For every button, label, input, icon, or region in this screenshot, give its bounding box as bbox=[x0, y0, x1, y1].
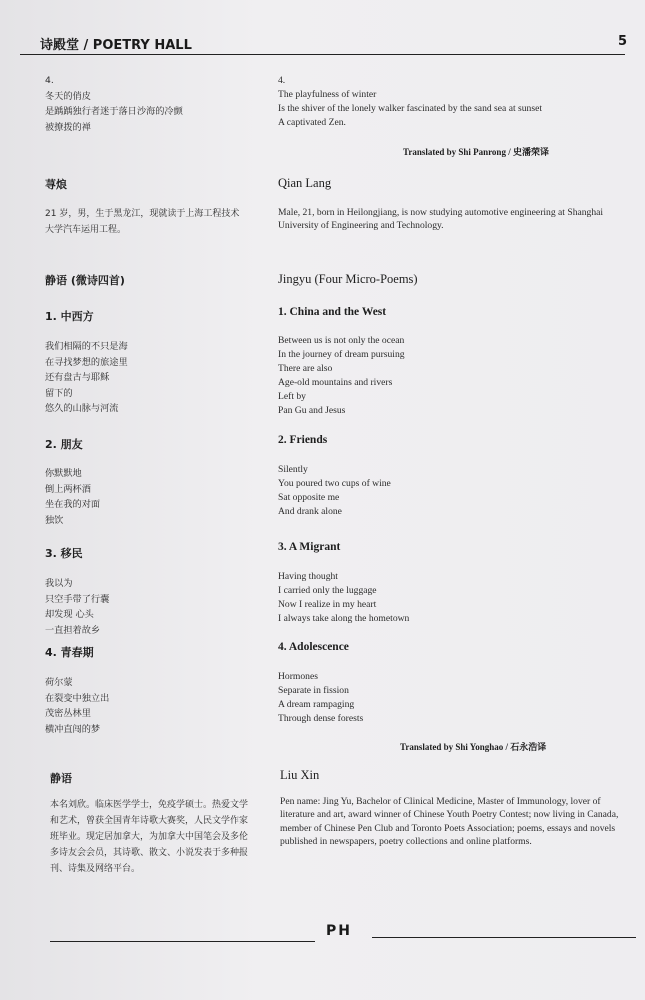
poem-en-line: Pan Gu and Jesus bbox=[278, 405, 346, 416]
poem-zh-line: 独饮 bbox=[45, 514, 64, 526]
poem4-en-line: The playfulness of winter bbox=[278, 89, 377, 100]
page-number: 5 bbox=[618, 34, 628, 49]
poem-zh-line: 我以为 bbox=[45, 578, 73, 589]
poem1-en-lines bbox=[278, 334, 405, 418]
author2-bio-zh: 本名刘欣。临床医学学士，免疫学硕士。热爱文学和艺术，曾获全国青年诗歌大赛奖，人民文学作家班毕业。现定居加拿大，为加拿大中国笔会及多伦多诗友会会员，其诗歌、散文、小说发表于多种报刊、诗集及网络平台。 bbox=[50, 800, 249, 874]
page-header-title: 诗殿堂 / POETRY HALL bbox=[40, 38, 192, 53]
footer-rule-left bbox=[50, 941, 315, 942]
poem4-series-en-lines bbox=[278, 670, 363, 726]
poem1-zh-lines bbox=[45, 339, 128, 417]
poem-en-line: Between us is not only the ocean bbox=[278, 335, 405, 346]
poem2-title-zh: 2. 朋友 bbox=[45, 438, 83, 451]
author1-bio-zh: 21 岁，男，生于黑龙江，现就读于上海工程技术大学汽车运用工程。 bbox=[45, 209, 240, 235]
poem-en-line: Silently bbox=[278, 464, 308, 475]
poem-en-line: Hormones bbox=[278, 671, 318, 682]
poem-en-line: Having thought bbox=[278, 571, 338, 582]
poem-zh-line: 在寻找梦想的旅途里 bbox=[45, 356, 128, 368]
poem1-title-en: 1. China and the West bbox=[278, 306, 387, 318]
poem-en-line: Through dense forests bbox=[278, 713, 364, 724]
poem3-title-en: 3. A Migrant bbox=[278, 541, 341, 553]
poem4-series-title-zh: 4. 青春期 bbox=[45, 646, 94, 659]
poem-en-line: There are also bbox=[278, 363, 333, 374]
poem-en-line: Left by bbox=[278, 391, 306, 402]
poem3-zh-lines bbox=[45, 576, 109, 638]
poem-en-line: I carried only the luggage bbox=[278, 585, 377, 596]
poem4-en-number: 4. bbox=[278, 75, 286, 86]
poem-zh-line: 我们相隔的不只是海 bbox=[45, 341, 128, 352]
poem4-series-title-en: 4. Adolescence bbox=[278, 641, 349, 653]
poem2-zh-lines bbox=[45, 466, 100, 528]
poem-zh-line: 你默默地 bbox=[45, 468, 82, 479]
footer-rule-right bbox=[372, 937, 636, 938]
poem-zh-line: 荷尔蒙 bbox=[45, 677, 73, 688]
poem-en-line: I always take along the hometown bbox=[278, 613, 410, 624]
footer-mark: PH bbox=[326, 923, 352, 939]
poem3-en-lines bbox=[278, 570, 409, 626]
poem-zh-line: 却发现 心头 bbox=[45, 609, 94, 620]
poem-en-line: Separate in fission bbox=[278, 685, 349, 696]
poem4-en-line: A captivated Zen. bbox=[278, 117, 346, 128]
poem-en-line: Age-old mountains and rivers bbox=[278, 377, 393, 388]
poem4-series-zh-lines bbox=[45, 675, 109, 737]
author2-name-zh: 静语 bbox=[50, 772, 72, 785]
poem1-title-zh: 1. 中西方 bbox=[45, 310, 94, 323]
poem-en-line: A dream rampaging bbox=[278, 699, 355, 710]
poem4-zh-lines bbox=[45, 89, 183, 136]
poem4-zh-number: 4. bbox=[45, 75, 54, 86]
poem-zh-line: 茂密丛林里 bbox=[45, 708, 91, 719]
poem-zh-line: 还有盘古与耶稣 bbox=[45, 372, 110, 383]
series-title-zh: 静语 (微诗四首) bbox=[45, 274, 125, 287]
author1-name-zh: 荨烺 bbox=[45, 178, 67, 191]
poem-zh-line: 倒上两杯酒 bbox=[45, 483, 91, 495]
author2-bio-en: Pen name: Jing Yu, Bachelor of Clinical Medicine, Master of Immunology, lover of literature and art, award winner of Chinese Youth Poetry Contest; now living in Canada, member of Chinese Pen Club and Toronto Poets Association; poems, essays and novels published in newspapers, poetry collections and online platforms. bbox=[280, 796, 619, 848]
poem-zh-line: 只空手带了行囊 bbox=[45, 593, 110, 605]
poem-en-line: Now I realize in my heart bbox=[278, 599, 377, 610]
poem-en-line: In the journey of dream pursuing bbox=[278, 349, 405, 360]
poem3-title-zh: 3. 移民 bbox=[45, 547, 83, 560]
poem4-zh-line: 被撩拨的禅 bbox=[45, 121, 91, 133]
poem4-zh-line: 冬天的俏皮 bbox=[45, 90, 91, 102]
poem-zh-line: 一直担着故乡 bbox=[45, 624, 101, 636]
poem-en-line: You poured two cups of wine bbox=[278, 478, 391, 489]
poem2-en-lines bbox=[278, 463, 391, 519]
author1-bio-en: Male, 21, born in Heilongjiang, is now studying automotive engineering at Shanghai University of Engineering and Technology. bbox=[278, 207, 604, 232]
poem-zh-line: 横冲直闯的梦 bbox=[45, 723, 101, 735]
poem-zh-line: 坐在我的对面 bbox=[45, 499, 101, 510]
poem2-title-en: 2. Friends bbox=[278, 434, 328, 446]
poem4-zh-line: 是踽踽独行者迷于落日沙海的冷颤 bbox=[45, 106, 183, 117]
translator-credit-2: Translated by Shi Yonghao / 石永浩译 bbox=[400, 742, 547, 752]
poem4-en-lines bbox=[278, 88, 542, 130]
author2-name-en: Liu Xin bbox=[280, 768, 320, 782]
poem-zh-line: 留下的 bbox=[45, 387, 73, 399]
poem-zh-line: 在裂变中独立出 bbox=[45, 692, 110, 704]
translator-credit-1: Translated by Shi Panrong / 史潘荣译 bbox=[403, 147, 549, 157]
poem-zh-line: 悠久的山脉与河流 bbox=[45, 403, 119, 414]
poem4-en bbox=[278, 74, 542, 130]
author1-name-en: Qian Lang bbox=[278, 176, 332, 190]
poem-en-line: Sat opposite me bbox=[278, 492, 340, 503]
poem-en-line: And drank alone bbox=[278, 506, 342, 517]
poem4-en-line: Is the shiver of the lonely walker fascinated by the sand sea at sunset bbox=[278, 103, 543, 114]
series-title-en: Jingyu (Four Micro-Poems) bbox=[278, 272, 418, 286]
poem4-zh bbox=[45, 73, 183, 135]
